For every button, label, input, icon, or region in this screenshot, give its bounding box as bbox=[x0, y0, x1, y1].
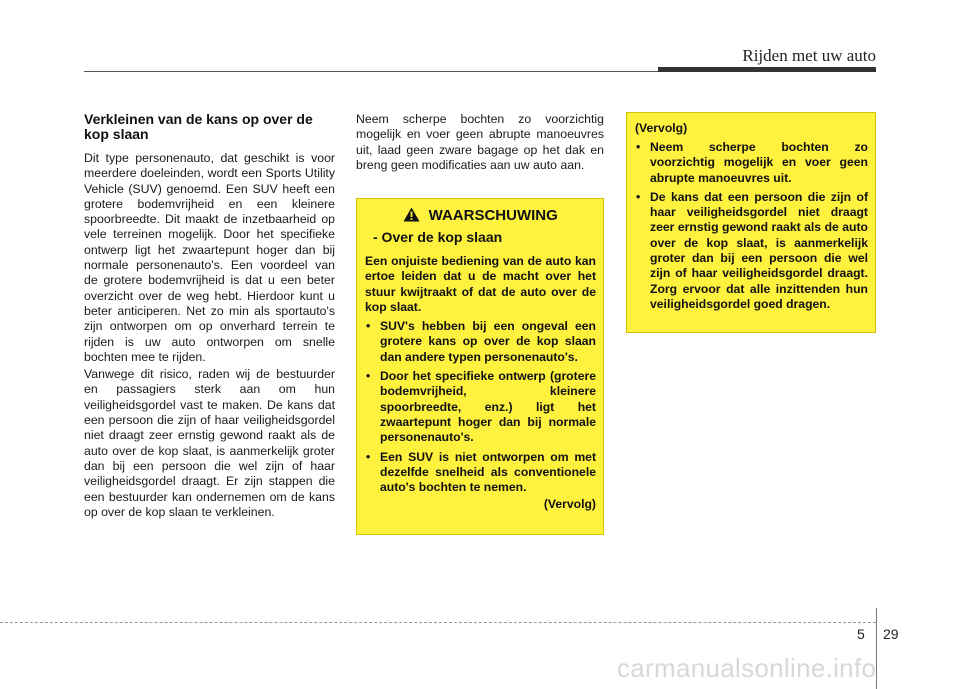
warning-triangle-icon bbox=[403, 207, 420, 227]
warning-subtitle: - Over de kop slaan bbox=[373, 229, 503, 245]
continuation-heading: (Vervolg) bbox=[635, 121, 688, 135]
page-header-title: Rijden met uw auto bbox=[742, 46, 876, 65]
list-item: • SUV's hebben bij een ongeval een grotere kans op over de kop slaan dan andere typen personenauto's. bbox=[365, 319, 596, 365]
list-item: • De kans dat een persoon die zijn of haar veiligheidsgordel niet draagt zeer ernstig gewond raakt als de auto over de kop slaat, is aanmerkelijk groter dan bij een persoon die wel zijn of haar veiligheidsgordel draagt. Zorg ervoor dat alle inzittenden hun veiligheidsgordel goed dragen. bbox=[635, 190, 868, 312]
footer-rule bbox=[0, 622, 876, 623]
body-paragraph: Vanwege dit risico, raden wij de bestuurder en passagiers sterk aan om hun veiligheidsgordel vast te maken. De kans dat een persoon die zijn of haar veiligheidsgordel niet draagt zeer ernstig gewond raakt als de auto over de kop slaat, is aanmerkelijk groter dan bij een persoon die wel zijn of haar veiligheidsgordel draagt. Er zijn stappen die een bestuurder kan ondernemen om de kans op over de kop slaan te verkleinen. bbox=[84, 367, 335, 519]
warning-bullet-list bbox=[365, 319, 596, 495]
body-paragraph: Neem scherpe bochten zo voorzichtig mogelijk en voer geen abrupte manoeuvres uit, laad geen zware bagage op het dak en breng geen modificaties aan uw auto aan. bbox=[356, 112, 604, 172]
header-rule-accent bbox=[658, 67, 876, 72]
list-item: • Neem scherpe bochten zo voorzichtig mogelijk en voer geen abrupte manoeuvres uit. bbox=[635, 140, 868, 186]
warning-header bbox=[365, 207, 596, 227]
warning-box bbox=[356, 198, 604, 535]
header-rule bbox=[84, 71, 658, 72]
text-column-left bbox=[84, 112, 335, 522]
warning-intro: Een onjuiste bediening van de auto kan ertoe leiden dat u de macht over het stuur kwijtraakt of dat de auto over de kop slaat. bbox=[365, 254, 596, 314]
warning-title: WAARSCHUWING bbox=[428, 207, 558, 224]
continuation-box bbox=[626, 112, 876, 333]
page-number: 29 bbox=[883, 626, 899, 642]
chapter-number: 5 bbox=[857, 626, 865, 642]
watermark: carmanualsonline.info bbox=[617, 653, 877, 683]
text-column-middle bbox=[356, 112, 604, 173]
continued-label: (Vervolg) bbox=[543, 497, 596, 512]
list-item: • Door het specifieke ontwerp (grotere bodemvrijheid, kleinere spoorbreedte, enz.) ligt het zwaartepunt hoger dan bij normale personenauto's. bbox=[365, 369, 596, 445]
list-item: • Een SUV is niet ontworpen om met dezelfde snelheid als conventionele auto's bochten te nemen. bbox=[365, 450, 596, 496]
section-heading: Verkleinen van de kans op over de kop slaan bbox=[84, 111, 313, 142]
body-paragraph: Dit type personenauto, dat geschikt is voor meerdere doeleinden, wordt een Sports Utility Vehicle (SUV) genoemd. Een SUV heeft een grotere bodemvrijheid en een kleinere spoorbreedte. Dit maakt de inzetbaarheid op vele terreinen mogelijk. Door het specifieke ontwerp ligt het zwaartepunt hoger dan bij normale personenauto's. Een voordeel van de grotere bodemvrijheid is dat u een beter overzicht over de weg hebt. Hierdoor kunt u beter anticiperen. Net zo min als sportauto's zijn ontworpen om op onverhard terrein te rijden is uw auto ontworpen om snelle bochten mee te rijden. bbox=[84, 151, 335, 364]
continuation-bullet-list bbox=[635, 140, 868, 312]
